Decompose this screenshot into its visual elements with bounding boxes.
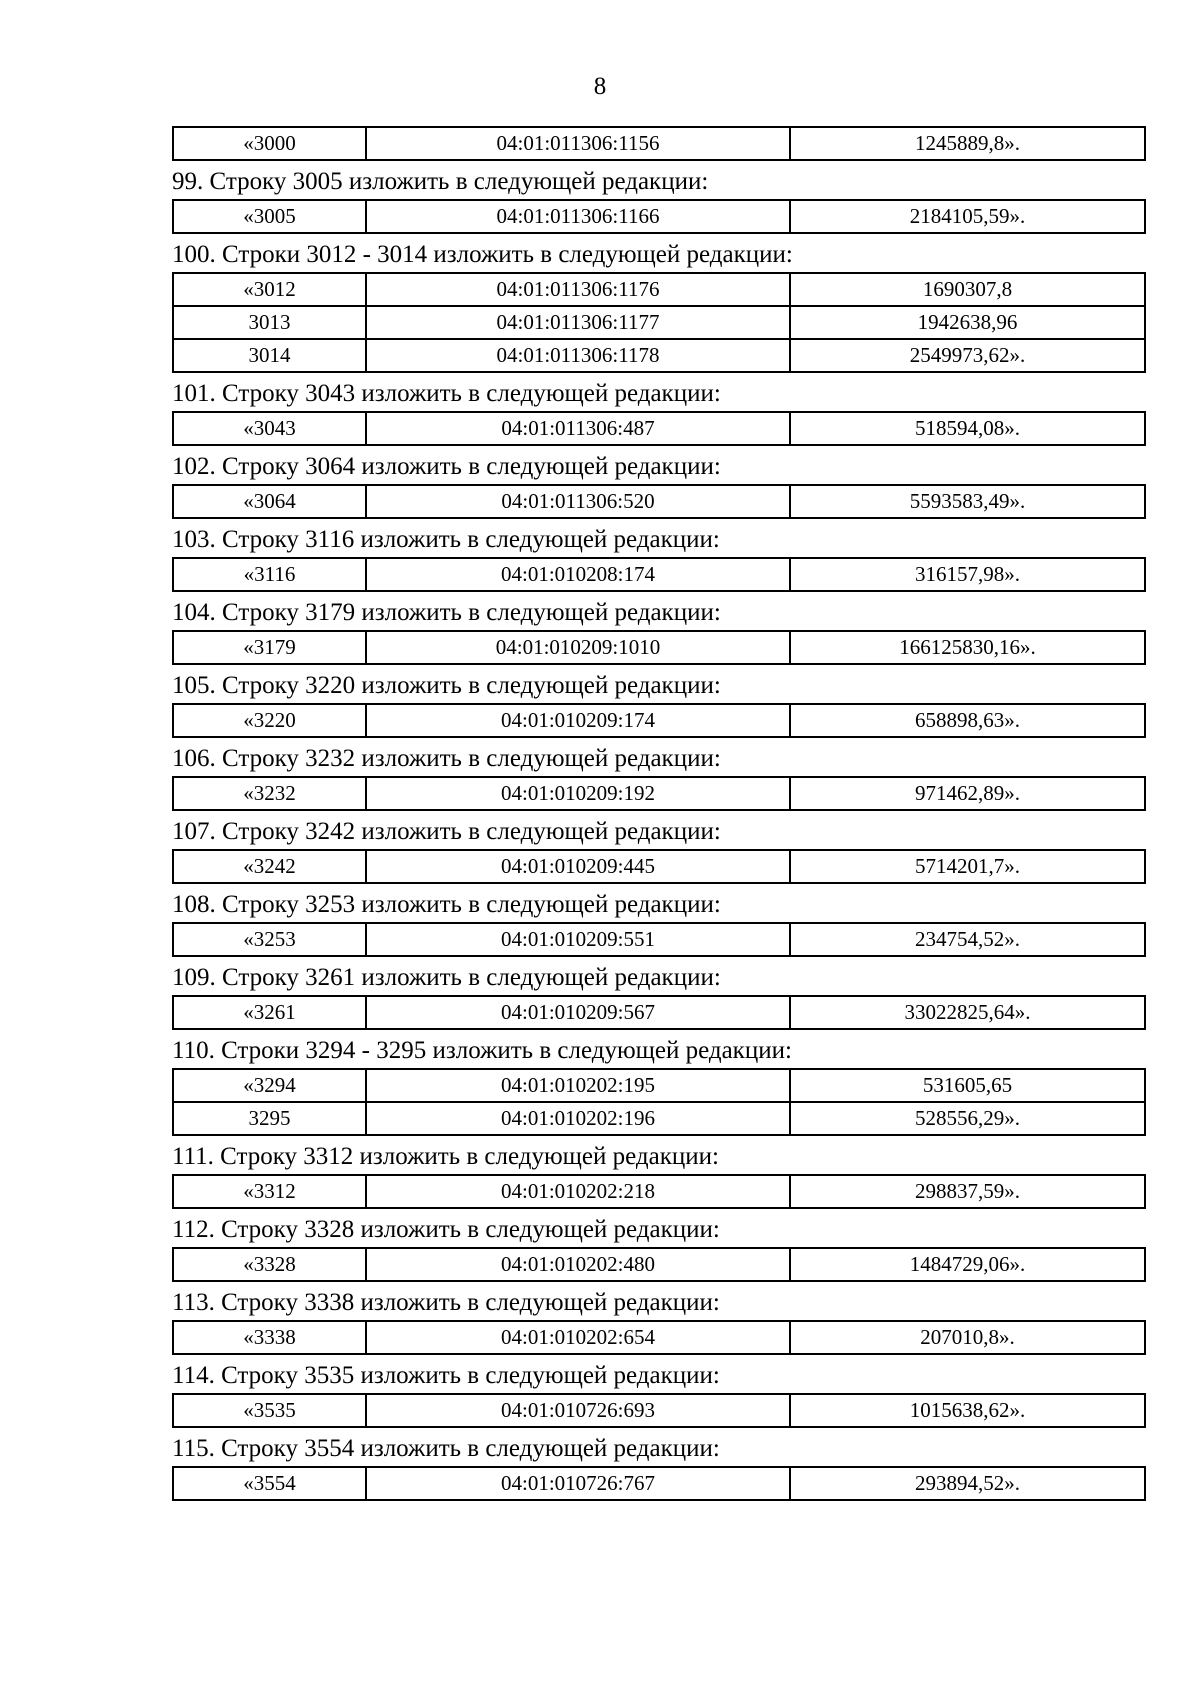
cadastral-value-cell: 298837,59». (790, 1175, 1145, 1208)
cadastral-value-cell: 207010,8». (790, 1321, 1145, 1354)
amendment-table (172, 849, 1146, 884)
cadastral-value-cell: 1942638,96 (790, 306, 1145, 339)
cadastral-value-cell: 1690307,8 (790, 273, 1145, 306)
amendment-table (172, 126, 1146, 161)
table-row (173, 306, 1145, 339)
cadastral-value-cell: 971462,89». (790, 777, 1145, 810)
amendment-table (172, 995, 1146, 1030)
table-row (173, 1175, 1145, 1208)
cadastral-number-cell: 04:01:011306:1178 (366, 339, 790, 372)
cadastral-number-cell: 04:01:011306:1166 (366, 200, 790, 233)
amendment-instruction: 111. Строку 3312 изложить в следующей редакции: (172, 1143, 719, 1170)
table-row (173, 1321, 1145, 1354)
cadastral-value-cell: 33022825,64». (790, 996, 1145, 1029)
cadastral-value-cell: 518594,08». (790, 412, 1145, 445)
amendment-table (172, 484, 1146, 519)
table-row (173, 273, 1145, 306)
table-row (173, 704, 1145, 737)
row-number-cell: «3064 (173, 485, 366, 518)
cadastral-value-cell: 1245889,8». (790, 127, 1145, 160)
cadastral-number-cell: 04:01:010726:767 (366, 1467, 790, 1500)
table-row (173, 485, 1145, 518)
cadastral-number-cell: 04:01:010209:445 (366, 850, 790, 883)
cadastral-number-cell: 04:01:010202:218 (366, 1175, 790, 1208)
cadastral-value-cell: 293894,52». (790, 1467, 1145, 1500)
amendment-table (172, 776, 1146, 811)
amendment-instruction: 108. Строку 3253 изложить в следующей редакции: (172, 891, 721, 918)
cadastral-value-cell: 2184105,59». (790, 200, 1145, 233)
amendment-table (172, 1393, 1146, 1428)
amendment-table (172, 1466, 1146, 1501)
row-number-cell: «3242 (173, 850, 366, 883)
cadastral-number-cell: 04:01:010208:174 (366, 558, 790, 591)
cadastral-number-cell: 04:01:011306:1176 (366, 273, 790, 306)
row-number-cell: «3338 (173, 1321, 366, 1354)
amendment-instruction: 109. Строку 3261 изложить в следующей редакции: (172, 964, 721, 991)
amendment-instruction: 99. Строку 3005 изложить в следующей редакции: (172, 168, 709, 195)
row-number-cell: «3294 (173, 1069, 366, 1102)
row-number-cell: «3005 (173, 200, 366, 233)
row-number-cell: «3535 (173, 1394, 366, 1427)
table-row (173, 200, 1145, 233)
row-number-cell: «3328 (173, 1248, 366, 1281)
cadastral-value-cell: 1484729,06». (790, 1248, 1145, 1281)
table-row (173, 1467, 1145, 1500)
cadastral-number-cell: 04:01:010202:480 (366, 1248, 790, 1281)
amendment-table (172, 411, 1146, 446)
row-number-cell: «3000 (173, 127, 366, 160)
table-row (173, 777, 1145, 810)
amendment-instruction: 114. Строку 3535 изложить в следующей редакции: (172, 1362, 720, 1389)
table-row (173, 996, 1145, 1029)
table-row (173, 127, 1145, 160)
table-row (173, 631, 1145, 664)
row-number-cell: «3012 (173, 273, 366, 306)
amendment-table (172, 922, 1146, 957)
row-number-cell: «3261 (173, 996, 366, 1029)
row-number-cell: 3295 (173, 1102, 366, 1135)
table-row (173, 558, 1145, 591)
cadastral-number-cell: 04:01:011306:487 (366, 412, 790, 445)
row-number-cell: «3043 (173, 412, 366, 445)
table-row (173, 339, 1145, 372)
amendment-table (172, 1320, 1146, 1355)
cadastral-number-cell: 04:01:010726:693 (366, 1394, 790, 1427)
cadastral-value-cell: 316157,98». (790, 558, 1145, 591)
amendment-instruction: 110. Строки 3294 - 3295 изложить в следующей редакции: (172, 1037, 792, 1064)
amendment-table (172, 630, 1146, 665)
cadastral-number-cell: 04:01:010209:567 (366, 996, 790, 1029)
cadastral-number-cell: 04:01:011306:520 (366, 485, 790, 518)
cadastral-value-cell: 234754,52». (790, 923, 1145, 956)
table-row (173, 412, 1145, 445)
amendment-instruction: 103. Строку 3116 изложить в следующей редакции: (172, 526, 720, 553)
amendment-instruction: 102. Строку 3064 изложить в следующей редакции: (172, 453, 721, 480)
page-number: 8 (593, 73, 607, 100)
cadastral-value-cell: 531605,65 (790, 1069, 1145, 1102)
amendment-instruction: 107. Строку 3242 изложить в следующей редакции: (172, 818, 721, 845)
table-row (173, 850, 1145, 883)
cadastral-value-cell: 2549973,62». (790, 339, 1145, 372)
table-row (173, 1248, 1145, 1281)
table-row (173, 1069, 1145, 1102)
amendment-instruction: 112. Строку 3328 изложить в следующей редакции: (172, 1216, 720, 1243)
row-number-cell: «3232 (173, 777, 366, 810)
cadastral-number-cell: 04:01:010209:1010 (366, 631, 790, 664)
cadastral-number-cell: 04:01:010202:654 (366, 1321, 790, 1354)
row-number-cell: 3013 (173, 306, 366, 339)
amendment-table (172, 1247, 1146, 1282)
document-body (172, 126, 1144, 1501)
cadastral-number-cell: 04:01:010209:174 (366, 704, 790, 737)
row-number-cell: «3554 (173, 1467, 366, 1500)
cadastral-value-cell: 1015638,62». (790, 1394, 1145, 1427)
cadastral-number-cell: 04:01:010209:551 (366, 923, 790, 956)
amendment-table (172, 1068, 1146, 1136)
amendment-table (172, 272, 1146, 373)
amendment-instruction: 106. Строку 3232 изложить в следующей редакции: (172, 745, 721, 772)
amendment-table (172, 557, 1146, 592)
cadastral-number-cell: 04:01:010209:192 (366, 777, 790, 810)
table-row (173, 1394, 1145, 1427)
amendment-instruction: 100. Строки 3012 - 3014 изложить в следующей редакции: (172, 241, 793, 268)
amendment-table (172, 199, 1146, 234)
cadastral-number-cell: 04:01:011306:1177 (366, 306, 790, 339)
amendment-instruction: 104. Строку 3179 изложить в следующей редакции: (172, 599, 721, 626)
row-number-cell: «3179 (173, 631, 366, 664)
cadastral-value-cell: 5593583,49». (790, 485, 1145, 518)
amendment-instruction: 113. Строку 3338 изложить в следующей редакции: (172, 1289, 720, 1316)
amendment-instruction: 105. Строку 3220 изложить в следующей редакции: (172, 672, 721, 699)
row-number-cell: 3014 (173, 339, 366, 372)
table-row (173, 1102, 1145, 1135)
row-number-cell: «3220 (173, 704, 366, 737)
cadastral-number-cell: 04:01:010202:196 (366, 1102, 790, 1135)
cadastral-value-cell: 166125830,16». (790, 631, 1145, 664)
amendment-table (172, 703, 1146, 738)
row-number-cell: «3312 (173, 1175, 366, 1208)
cadastral-value-cell: 5714201,7». (790, 850, 1145, 883)
cadastral-number-cell: 04:01:010202:195 (366, 1069, 790, 1102)
amendment-table (172, 1174, 1146, 1209)
amendment-instruction: 115. Строку 3554 изложить в следующей редакции: (172, 1435, 720, 1462)
cadastral-value-cell: 658898,63». (790, 704, 1145, 737)
row-number-cell: «3116 (173, 558, 366, 591)
row-number-cell: «3253 (173, 923, 366, 956)
table-row (173, 923, 1145, 956)
amendment-instruction: 101. Строку 3043 изложить в следующей редакции: (172, 380, 721, 407)
cadastral-number-cell: 04:01:011306:1156 (366, 127, 790, 160)
cadastral-value-cell: 528556,29». (790, 1102, 1145, 1135)
